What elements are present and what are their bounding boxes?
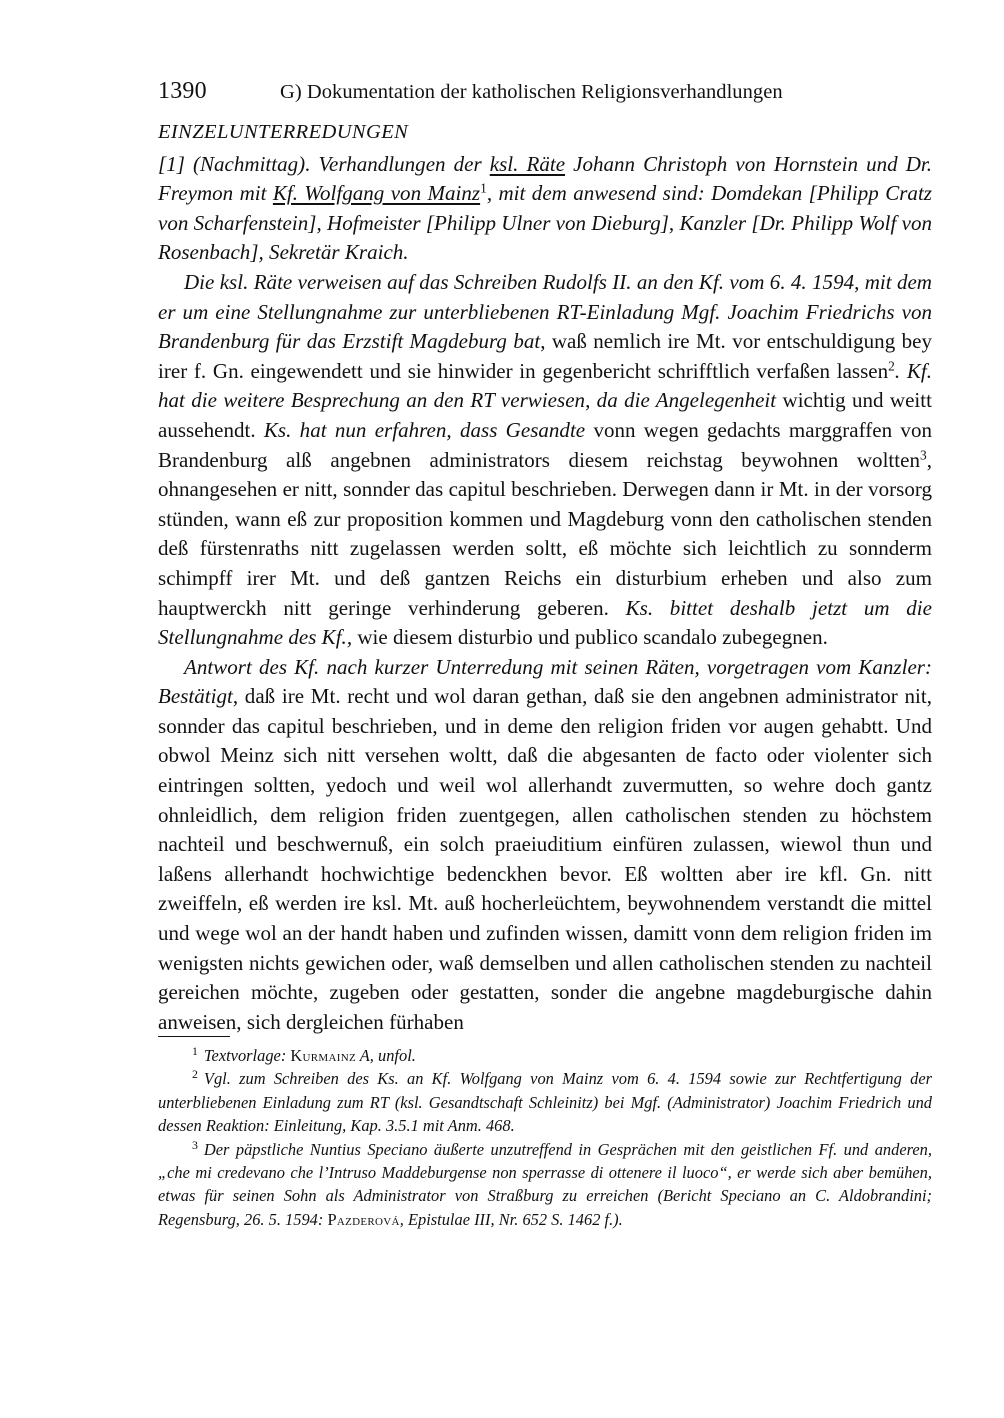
- footnote-1-smallcaps: Kurmainz: [290, 1046, 356, 1065]
- footnote-number-3: 3: [192, 1137, 198, 1152]
- footnote-1-text-a: Textvorlage:: [203, 1046, 291, 1065]
- footnote-1: [158, 1044, 932, 1067]
- section-heading: EINZELUNTERREDUNGEN: [158, 121, 409, 143]
- footnote-number-1: 1: [192, 1043, 198, 1058]
- para2-roman-1: , waß nemlich ire Mt. vor entschuldigung bey irer f. Gn. eingewendett und sie hinwider in gegenbericht schrifftlich verfaßen lassen: [158, 329, 932, 383]
- running-head-title: G) Dokumentation der katholischen Religionsverhandlungen: [280, 81, 783, 103]
- para1-text-c: , mit dem anwesend sind: Domdekan [Philipp Cratz von Scharfenstein], Hofmeister [Philipp Ulner von Dieburg], Kanzler [Dr. Philipp Wolf von Rosenbach], Sekretär Kraich.: [158, 181, 933, 265]
- para2-roman-4: , ohnangesehen er nitt, sonnder das capitul beschrieben. Derwegen dann ir Mt. in der vorsorg stünden, wann eß zur proposition kommen und Magdeburg vonn den catholischen stenden deß fürstenraths nitt zugelassen werden soltt, eß möchte sich leichtlich zu sonnderm schimpff irer Mt. und deß gantzen Reichs ein disturbium erheben und also zum hauptwerckh nitt geringe verhinderung geberen.: [158, 447, 932, 620]
- footnote-ref-1[interactable]: 1: [480, 180, 487, 196]
- para1-text-b: Johann Christoph von Hornstein und Dr. Freymon mit: [158, 151, 933, 206]
- footnote-number-2: 2: [192, 1067, 198, 1082]
- para1-text-a: [1] (Nachmittag). Verhandlungen der: [158, 151, 490, 176]
- para2-roman-5: wie diesem disturbio und publico scandalo zubegegnen.: [352, 625, 828, 650]
- para2-roman-3: vonn wegen gedachts marggraffen von Brandenburg alß angebnen administrators diesem reichstag beywohnen woltten: [158, 417, 932, 472]
- para3-roman-1: , daß ire Mt. recht und wol daran gethan, daß sie den angebnen administrator nit, sonnder das capitul beschrieben, und in deme den religion friden vor augen gehabtt. Und obwol Meinz sich nitt versehen woltt, daß die abgesanten de facto oder violenter sich eintringen soltten, yedoch und weil wol allerhandt zuvermutten, so wehre doch gantz ohnleidlich, dem religion friden zuentgegen, allen catholischen stenden zu höchstem nachteil und beschwernuß, ein solch praeiuditium einfüren zulassen, wiewol thun und laßens allerhandt hochwichtige bedenckhen bevor. Eß woltten aber ire kfl. Gn. nitt zweiffeln, eß werden ire ksl. Mt. auß hocherleüchtem, beywohnendem verstandt die mittel und wege wol an der handt haben und zufinden wissen, damitt vonn dem religion friden im wenigsten nichts gewichen oder, waß demselben und allen catholischen stenden zu nachteil gereichen möchte, zugeben oder gestatten, sonder die angebne magdeburgische dahin anweisen, sich dergleichen fürhaben: [158, 684, 932, 1034]
- footnote-3-text-b: , Epistulae III, Nr. 652 S. 1462 f.).: [399, 1209, 623, 1229]
- footnote-3-text-a: Der päpstliche Nuntius Speciano äußerte unzutreffend in Gesprächen mit den geistlichen Ff. und anderen, „che mi credevano che l’Intruso Maddeburgense non sperrasse di ottenere il luoco“, er werde sich aber bemühen, etwas für seinen Sohn als Administrator von Straßburg zu erreichen (Bericht Speciano an C. Aldobrandini; Regensburg, 26. 5. 1594:: [158, 1139, 932, 1229]
- footnote-1-text-b: A, unfol.: [355, 1046, 416, 1065]
- para2-italic-3: Ks. hat nun erfahren, dass Gesandte: [263, 417, 586, 442]
- text-column: [158, 118, 932, 1037]
- paragraph-2: [158, 268, 932, 653]
- footnote-block: [158, 1036, 932, 1231]
- footnote-2-text-a: Vgl. zum Schreiben des Ks. an Kf. Wolfgang von Mainz vom 6. 4. 1594 sowie zur Rechtfertigung der unterbliebenen Einladung zum RT (ksl. Gesandtschaft Schleinitz) bei Mgf. (Administrator) Joachim Friedrich und dessen Reaktion: Einleitung, Kap. 3.5.1 mit Anm. 468.: [158, 1069, 932, 1136]
- footnote-2: [158, 1067, 932, 1137]
- para3-italic-1: Antwort des Kf. nach kurzer Unterredung mit seinen Räten, vorgetragen vom Kanzler: Bestätigt: [158, 654, 932, 709]
- paragraph-3: [158, 653, 932, 1038]
- para2-italic-2: . Kf. hat die weitere Besprechung an den RT verwiesen, da die Angelegenheit: [158, 358, 932, 413]
- page-number: 1390: [158, 78, 207, 104]
- para2-italic-4: Ks. bittet deshalb jetzt um die Stellungnahme des Kf.,: [158, 595, 932, 650]
- footnote-ref-2[interactable]: 2: [888, 358, 895, 374]
- para2-roman-2: wichtig und weitt aussehendt.: [158, 388, 932, 442]
- para2-italic-1: Die ksl. Räte verweisen auf das Schreiben Rudolfs II. an den Kf. vom 6. 4. 1594, mit dem er um eine Stellungnahme zur unterbliebenen RT-Einladung Mgf. Joachim Friedrichs von Brandenburg für das Erzstift Magdeburg bat: [158, 269, 932, 354]
- footnote-ref-3[interactable]: 3: [920, 447, 927, 463]
- para1-underline-kf-wolfgang: Kf. Wolfgang von Mainz: [272, 181, 481, 206]
- running-head: [158, 78, 932, 106]
- para1-underline-ksl-raete: ksl. Räte: [489, 151, 566, 176]
- footnote-separator-rule: [158, 1036, 230, 1037]
- paragraph-1: [158, 150, 932, 268]
- footnote-3-smallcaps: Pazderová: [327, 1209, 400, 1229]
- footnote-3: [158, 1138, 932, 1232]
